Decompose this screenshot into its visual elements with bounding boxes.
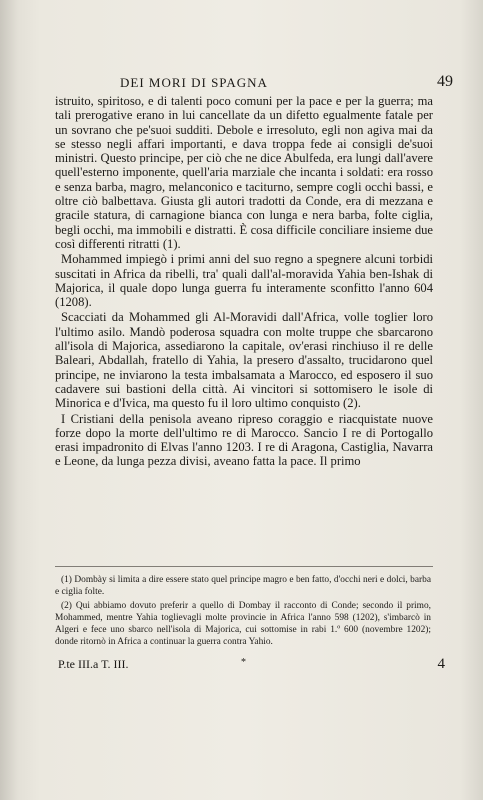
footnote: (2) Qui abbiamo dovuto preferir a quello di Dombay il racconto di Conde; secondo il primo, Mohammed, mentre Yahia toglievagli molte provincie in Africa l'anno 598 (1202), s'imbarcò in Algeri e fece uno sbarco nell'isola di Majorica, cui sottomise in rabi 1.º 600 (novembre 1202); donde ritornò in Africa a continuar la guerra contra Yahio. [55, 600, 431, 648]
page-header [58, 75, 453, 95]
running-title: DEI MORI DI SPAGNA [120, 75, 268, 90]
page-number: 49 [437, 73, 453, 90]
paragraph: Scacciati da Mohammed gli Al-Moravidi dall'Africa, volle toglier loro l'ultimo asilo. Mandò poderosa squadra con molte truppe che sbarcarono all'isola di Majorica, assediarono la capitale, ov'erasi rinchiuso il re delle Baleari, Abdallah, fratello di Yahia, la presero d'assalto, trucidarono quel principe, ne inviarono la testa imbalsamata a Marocco, ed esposero il suo cadavere sui bastioni della città. Ai vincitori si sottomisero le isole di Minorica e d'Ivica, ma questo fu il loro ultimo conquisto (2). [55, 310, 433, 411]
signature-mark: P.te III.a T. III. [58, 657, 129, 671]
footnotes [55, 574, 431, 650]
footnote: (1) Dombày si limita a dire essere stato quel principe magro e ben fatto, d'occhi neri e dolci, barba e ciglia folte. [55, 575, 431, 598]
paragraph: Mohammed impiegò i primi anni del suo regno a spegnere alcuni torbidi suscitati in Africa da ribelli, tra' quali dall'al-moravida Yahia ben-Ishak di Majorica, il quale dopo lunga guerra fu interamente sconfitto l'anno 604 (1208). [55, 252, 433, 310]
main-text [55, 94, 433, 469]
footnote-rule [55, 566, 433, 567]
gathering-number: 4 [437, 656, 445, 672]
paragraph: I Cristiani della penisola aveano ripreso coraggio e riacquistate nuove forze dopo la morte dell'ultimo re di Marocco. Sancio I re di Portogallo erasi impadronito di Elvas l'anno 1203. I re di Aragona, Castiglia, Navarra e Leone, da lunga pezza divisi, aveano fatta la pace. Il primo [55, 411, 433, 469]
paragraph: istruito, spiritoso, e di talenti poco comuni per la pace e per la guerra; ma tali prerogative erano in lui cancellate da un difetto egualmente fatale per un sovrano che pe'suoi sudditi. Debole e irresoluto, egli non agiva mai da se stesso negli affari importanti, e dava troppa fede ai consigli de'suoi ministri. Questo principe, per ciò che ne dice Abulfeda, era lungi dall'avere quell'esterno imponente, quell'aria marziale che incanta i soldati: era rosso e senza barba, magro, melanconico e taciturno, sempre cogli occhi bassi, e oltre ciò balbettava. Giusta gli autori tradotti da Conde, era di mezzana e gracile statura, di carnagione bianca con lunga e nera barba, folte ciglia, begli occhi, ma immobili e distratti. È cosa difficile conciliare insieme due così differenti ritratti (1). [55, 94, 433, 251]
asterisk-mark: * [241, 657, 246, 668]
signature-line [58, 657, 445, 675]
